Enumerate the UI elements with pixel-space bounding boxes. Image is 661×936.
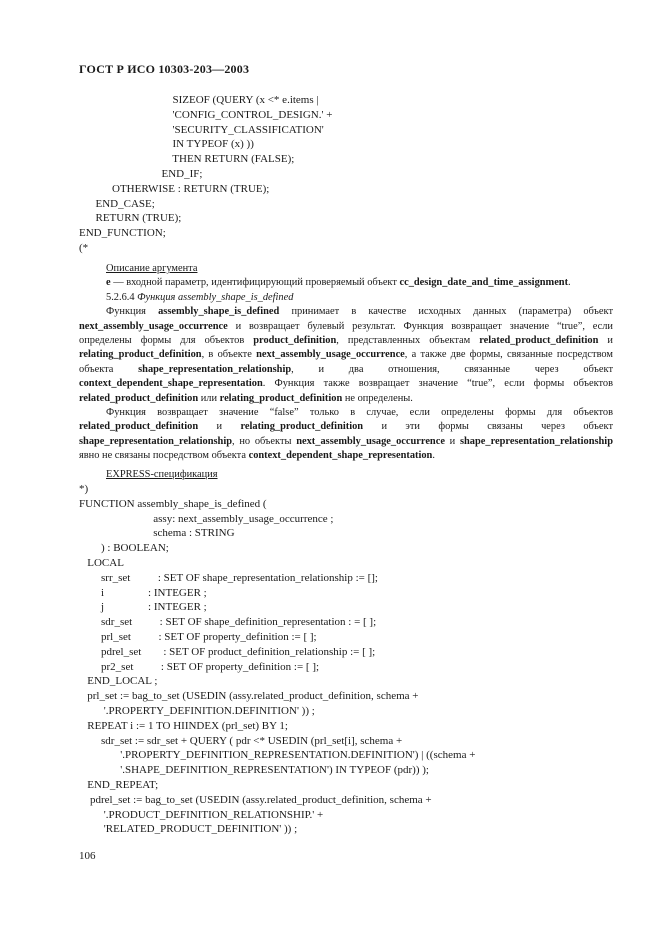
code-line: prl_set := bag_to_set (USEDIN (assy.related_product_definition, schema + [79, 690, 419, 703]
code-line: sdr_set := sdr_set + QUERY ( pdr <* USEDIN (prl_set[i], schema + [79, 734, 403, 747]
code-line: END_REPEAT; [79, 778, 159, 791]
object-name: product_definition [253, 335, 337, 347]
paragraph-text: не определены. [342, 392, 413, 404]
code-line: pdrel_set : SET OF product_definition_relationship := [ ]; [79, 645, 376, 658]
code-line: '.SHAPE_DEFINITION_REPRESENTATION') IN TYPEOF (pdr)) ); [79, 764, 429, 777]
paragraph-text: принимает в качестве исходных данных (параметра) объект [279, 306, 613, 318]
code-line: j : INTEGER ; [79, 601, 207, 614]
arg-end: . [568, 277, 571, 289]
paragraph-text: Функция возвращает значение “false” только в случае, если определены формы для объектов [106, 407, 613, 419]
code-line: IN TYPEOF (x) )) [79, 138, 254, 151]
page-number: 106 [79, 850, 96, 862]
code-line: '.PROPERTY_DEFINITION.DEFINITION' )) ; [79, 704, 315, 717]
paragraph-text: и [444, 435, 460, 447]
object-name: related_product_definition [79, 392, 199, 404]
object-name: next_assembly_usage_occurrence [79, 320, 228, 332]
code-line: LOCAL [79, 556, 124, 569]
object-name: assembly_shape_is_defined [158, 306, 280, 318]
arg-param: e [106, 277, 111, 289]
paragraph-text: явно не связаны посредством объекта [79, 450, 249, 462]
code-line: END_CASE; [79, 197, 155, 210]
code-line: i : INTEGER ; [79, 586, 207, 599]
express-heading: EXPRESS-спецификация [106, 469, 218, 480]
code-line: '.PRODUCT_DEFINITION_RELATIONSHIP.' + [79, 808, 324, 821]
paragraph-text: . Функция также возвращает значение “true”, если формы объектов [262, 378, 613, 390]
paragraph-text: Функция [106, 306, 159, 318]
object-name: relating_product_definition [79, 349, 202, 361]
code-line: sdr_set : SET OF shape_definition_representation : = [ ]; [79, 616, 377, 629]
code-line: srr_set : SET OF shape_representation_relationship := []; [79, 571, 378, 584]
code-line: 'SECURITY_CLASSIFICATION' [79, 123, 324, 136]
object-name: shape_representation_relationship [138, 363, 292, 375]
code-line: prl_set : SET OF property_definition := [ ]; [79, 630, 317, 643]
paragraph-1 [79, 305, 613, 406]
paragraph-2 [79, 406, 613, 464]
section-number: 5.2.6.4 [106, 291, 138, 303]
arg-text: — входной параметр, идентифицирующий проверяемый объект [110, 277, 400, 289]
page-header: ГОСТ Р ИСО 10303-203—2003 [79, 62, 250, 76]
object-name: context_dependent_shape_representation [248, 450, 433, 462]
arg-heading: Описание аргумента [106, 263, 198, 274]
code-block-top [79, 93, 332, 256]
object-name: shape_representation_relationship [79, 435, 232, 447]
paragraph-text: , представленных объектам [336, 335, 480, 347]
code-line: FUNCTION assembly_shape_is_defined ( [79, 497, 267, 510]
paragraph-text: и [198, 421, 241, 433]
paragraph-text: . [432, 450, 435, 462]
argument-description [79, 262, 613, 464]
code-line: assy: next_assembly_usage_occurrence ; [79, 512, 334, 525]
code-line: schema : STRING [79, 527, 235, 540]
paragraph-text: , а также две формы, связанные посредством объекта [79, 349, 613, 375]
paragraph-text: и возвращает булевый результат. Функция возвращает значение “true”, если определены формы для объектов [79, 320, 613, 347]
code-line: END_LOCAL ; [79, 675, 158, 688]
express-heading-block [79, 468, 613, 482]
code-line: THEN RETURN (FALSE); [79, 153, 295, 166]
code-line: ) : BOOLEAN; [79, 542, 169, 555]
code-line: '.PROPERTY_DEFINITION_REPRESENTATION.DEFINITION') | ((schema + [79, 749, 476, 762]
object-name: next_assembly_usage_occurrence [256, 349, 405, 361]
object-name: shape_representation_relationship [459, 435, 613, 447]
code-line: pdrel_set := bag_to_set (USEDIN (assy.related_product_definition, schema + [79, 793, 432, 806]
object-name: related_product_definition [79, 421, 199, 433]
code-line: END_FUNCTION; [79, 227, 166, 240]
paragraph-text: , в объекте [201, 349, 257, 361]
paragraph-text: и эти формы связаны через объект [363, 421, 613, 433]
code-block-bottom [79, 482, 475, 837]
object-name: related_product_definition [479, 335, 599, 347]
object-name: next_assembly_usage_occurrence [296, 435, 445, 447]
code-line: 'CONFIG_CONTROL_DESIGN.' + [79, 108, 333, 121]
code-line: REPEAT i := 1 TO HIINDEX (prl_set) BY 1; [79, 719, 288, 732]
paragraph-text: , но объекты [232, 435, 297, 447]
section-title: Функция assembly_shape_is_defined [137, 291, 294, 303]
paragraph-text: и [598, 335, 613, 347]
code-line: (* [79, 241, 89, 254]
paragraph-text: или [198, 392, 220, 404]
code-line: pr2_set : SET OF property_definition := [ ]; [79, 660, 320, 673]
code-line: OTHERWISE : RETURN (TRUE); [79, 182, 270, 195]
arg-object: cc_design_date_and_time_assignment [399, 277, 569, 289]
object-name: context_dependent_shape_representation [79, 378, 263, 390]
object-name: relating_product_definition [240, 421, 364, 433]
code-line: *) [79, 483, 89, 495]
paragraph-text: , и два отношения, связанные через объект [291, 363, 613, 375]
object-name: relating_product_definition [219, 392, 343, 404]
code-line: RETURN (TRUE); [79, 212, 182, 225]
code-line: 'RELATED_PRODUCT_DEFINITION' )) ; [79, 823, 298, 836]
code-line: SIZEOF (QUERY (x <* e.items | [79, 94, 319, 106]
code-line: END_IF; [79, 167, 203, 180]
section-heading [79, 291, 613, 305]
